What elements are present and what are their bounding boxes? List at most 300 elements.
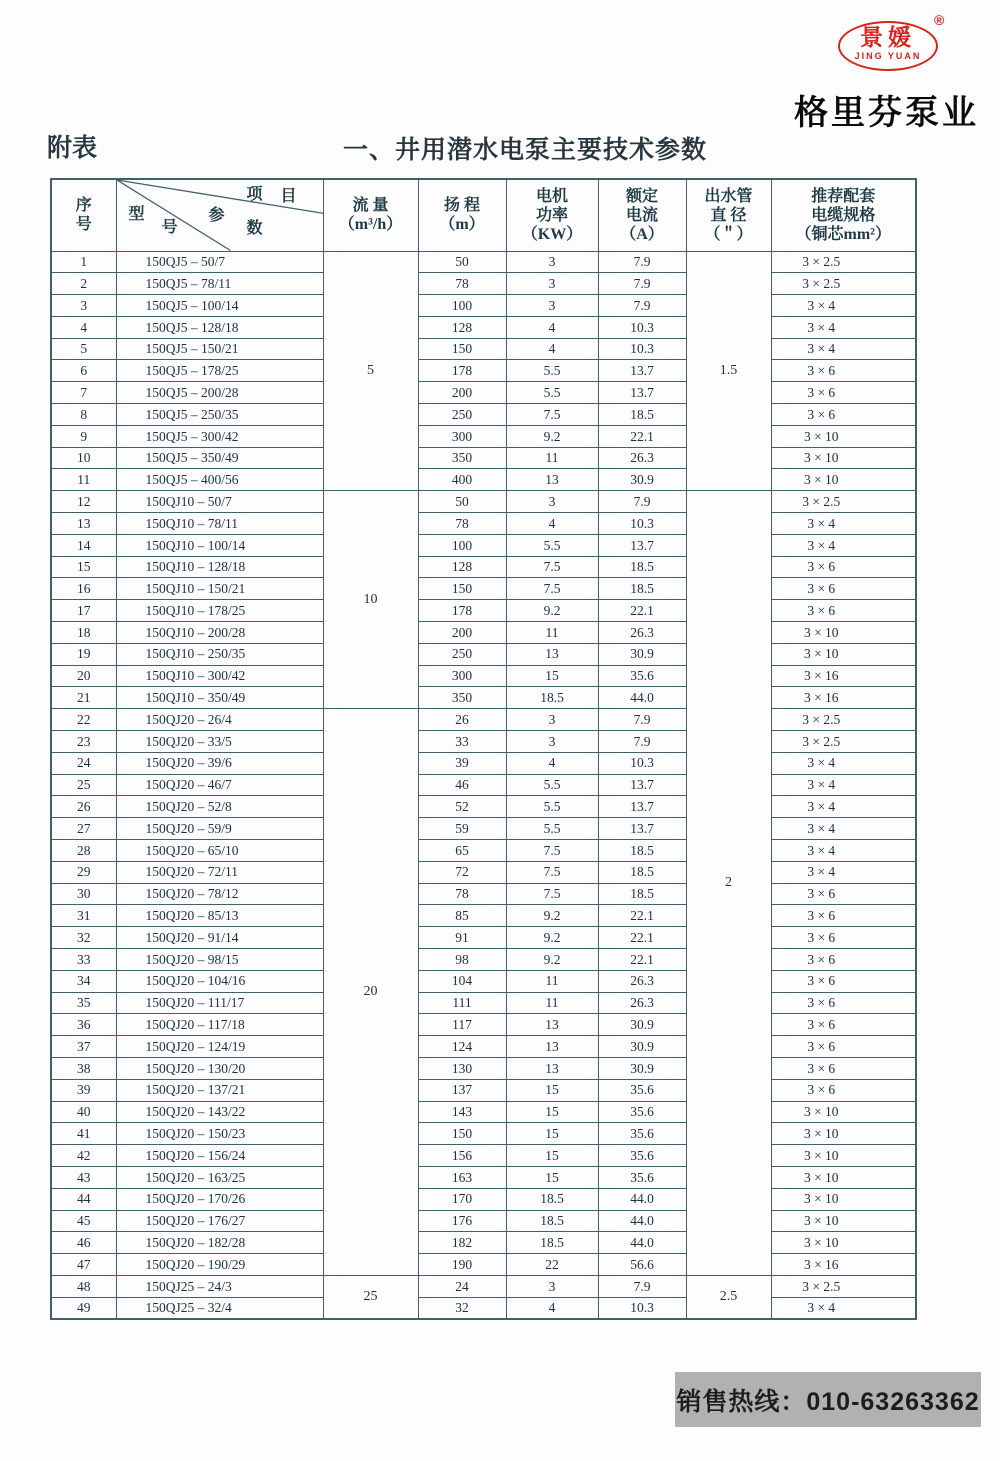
cell-current: 7.9 bbox=[598, 251, 686, 273]
cell-cable: 3 × 6 bbox=[771, 949, 916, 971]
cell-power: 7.5 bbox=[506, 578, 598, 600]
cell-model: 150QJ5 – 250/35 bbox=[116, 404, 323, 426]
cell-cable: 3 × 4 bbox=[771, 818, 916, 840]
cell-power: 11 bbox=[506, 622, 598, 644]
cell-seq: 38 bbox=[51, 1057, 116, 1079]
cell-power: 5.5 bbox=[506, 360, 598, 382]
cell-current: 22.1 bbox=[598, 905, 686, 927]
table-row bbox=[51, 338, 916, 360]
cell-current: 18.5 bbox=[598, 861, 686, 883]
cell-cable: 3 × 6 bbox=[771, 404, 916, 426]
table-row bbox=[51, 970, 916, 992]
cell-power: 7.5 bbox=[506, 861, 598, 883]
cell-cable: 3 × 6 bbox=[771, 970, 916, 992]
cell-power: 18.5 bbox=[506, 1188, 598, 1210]
cell-power: 15 bbox=[506, 1123, 598, 1145]
cell-cable: 3 × 10 bbox=[771, 1145, 916, 1167]
cell-power: 4 bbox=[506, 513, 598, 535]
cell-seq: 10 bbox=[51, 447, 116, 469]
cell-power: 5.5 bbox=[506, 382, 598, 404]
cell-model: 150QJ20 – 143/22 bbox=[116, 1101, 323, 1123]
cell-model: 150QJ20 – 182/28 bbox=[116, 1232, 323, 1254]
cell-cable: 3 × 6 bbox=[771, 1036, 916, 1058]
cell-cable: 3 × 2.5 bbox=[771, 491, 916, 513]
cell-model: 150QJ5 – 400/56 bbox=[116, 469, 323, 491]
cell-power: 3 bbox=[506, 251, 598, 273]
cell-seq: 32 bbox=[51, 927, 116, 949]
cell-seq: 39 bbox=[51, 1079, 116, 1101]
registered-trademark-icon: ® bbox=[934, 12, 945, 28]
cell-cable: 3 × 4 bbox=[771, 840, 916, 862]
cell-seq: 18 bbox=[51, 622, 116, 644]
cell-cable: 3 × 10 bbox=[771, 425, 916, 447]
table-row bbox=[51, 905, 916, 927]
cell-cable: 3 × 6 bbox=[771, 992, 916, 1014]
cell-seq: 45 bbox=[51, 1210, 116, 1232]
cell-current: 7.9 bbox=[598, 491, 686, 513]
table-row bbox=[51, 425, 916, 447]
cell-cable: 3 × 6 bbox=[771, 556, 916, 578]
cell-current: 10.3 bbox=[598, 752, 686, 774]
cell-model: 150QJ25 – 24/3 bbox=[116, 1275, 323, 1297]
cell-current: 18.5 bbox=[598, 404, 686, 426]
cell-cable: 3 × 4 bbox=[771, 861, 916, 883]
cell-current: 26.3 bbox=[598, 970, 686, 992]
cell-head: 300 bbox=[418, 425, 506, 447]
cell-head: 32 bbox=[418, 1297, 506, 1319]
cell-current: 18.5 bbox=[598, 840, 686, 862]
table-row bbox=[51, 665, 916, 687]
cell-current: 30.9 bbox=[598, 469, 686, 491]
cell-seq: 42 bbox=[51, 1145, 116, 1167]
cell-model: 150QJ25 – 32/4 bbox=[116, 1297, 323, 1319]
cell-cable: 3 × 16 bbox=[771, 1254, 916, 1276]
cell-current: 7.9 bbox=[598, 1275, 686, 1297]
cell-cable: 3 × 10 bbox=[771, 1210, 916, 1232]
cell-current: 44.0 bbox=[598, 1210, 686, 1232]
cell-head: 190 bbox=[418, 1254, 506, 1276]
cell-model: 150QJ20 – 130/20 bbox=[116, 1057, 323, 1079]
cell-power: 13 bbox=[506, 1036, 598, 1058]
cell-model: 150QJ5 – 128/18 bbox=[116, 316, 323, 338]
table-row bbox=[51, 491, 916, 513]
cell-model: 150QJ5 – 300/42 bbox=[116, 425, 323, 447]
cell-current: 30.9 bbox=[598, 1036, 686, 1058]
cell-seq: 17 bbox=[51, 600, 116, 622]
cell-seq: 13 bbox=[51, 513, 116, 535]
cell-seq: 3 bbox=[51, 295, 116, 317]
cell-model: 150QJ20 – 52/8 bbox=[116, 796, 323, 818]
table-row bbox=[51, 600, 916, 622]
cell-model: 150QJ20 – 59/9 bbox=[116, 818, 323, 840]
cell-head: 150 bbox=[418, 1123, 506, 1145]
cell-current: 35.6 bbox=[598, 665, 686, 687]
table-row bbox=[51, 752, 916, 774]
cell-cable: 3 × 6 bbox=[771, 1079, 916, 1101]
cell-model: 150QJ10 – 50/7 bbox=[116, 491, 323, 513]
cell-current: 44.0 bbox=[598, 1188, 686, 1210]
cell-head: 91 bbox=[418, 927, 506, 949]
table-row bbox=[51, 774, 916, 796]
cell-model: 150QJ20 – 26/4 bbox=[116, 709, 323, 731]
cell-cable: 3 × 16 bbox=[771, 687, 916, 709]
table-row bbox=[51, 1014, 916, 1036]
cell-head: 150 bbox=[418, 578, 506, 600]
cell-seq: 21 bbox=[51, 687, 116, 709]
table-row bbox=[51, 1275, 916, 1297]
cell-model: 150QJ20 – 156/24 bbox=[116, 1145, 323, 1167]
cell-current: 18.5 bbox=[598, 578, 686, 600]
cell-power: 3 bbox=[506, 295, 598, 317]
cell-seq: 33 bbox=[51, 949, 116, 971]
cell-head: 78 bbox=[418, 883, 506, 905]
cell-head: 33 bbox=[418, 731, 506, 753]
col-header-seq: 序 号 bbox=[51, 179, 116, 251]
cell-current: 7.9 bbox=[598, 273, 686, 295]
cell-power: 4 bbox=[506, 316, 598, 338]
cell-power: 5.5 bbox=[506, 796, 598, 818]
cell-cable: 3 × 10 bbox=[771, 469, 916, 491]
cell-model: 150QJ20 – 98/15 bbox=[116, 949, 323, 971]
cell-cable: 3 × 4 bbox=[771, 752, 916, 774]
cell-model: 150QJ20 – 85/13 bbox=[116, 905, 323, 927]
cell-cable: 3 × 2.5 bbox=[771, 1275, 916, 1297]
cell-power: 18.5 bbox=[506, 687, 598, 709]
header-row bbox=[51, 179, 916, 251]
cell-seq: 11 bbox=[51, 469, 116, 491]
cell-head: 150 bbox=[418, 338, 506, 360]
cell-power: 7.5 bbox=[506, 556, 598, 578]
cell-power: 11 bbox=[506, 992, 598, 1014]
table-row bbox=[51, 1101, 916, 1123]
cell-model: 150QJ20 – 124/19 bbox=[116, 1036, 323, 1058]
cell-head: 350 bbox=[418, 447, 506, 469]
cell-model: 150QJ20 – 163/25 bbox=[116, 1166, 323, 1188]
cell-current: 13.7 bbox=[598, 796, 686, 818]
cell-head: 250 bbox=[418, 643, 506, 665]
table-row bbox=[51, 447, 916, 469]
cell-seq: 26 bbox=[51, 796, 116, 818]
cell-model: 150QJ20 – 65/10 bbox=[116, 840, 323, 862]
cell-power: 13 bbox=[506, 1014, 598, 1036]
cell-current: 30.9 bbox=[598, 643, 686, 665]
cell-power: 15 bbox=[506, 1101, 598, 1123]
cell-outlet-merged: 2.5 bbox=[686, 1275, 771, 1319]
cell-current: 22.1 bbox=[598, 927, 686, 949]
cell-cable: 3 × 4 bbox=[771, 796, 916, 818]
cell-cable: 3 × 4 bbox=[771, 534, 916, 556]
cell-model: 150QJ10 – 250/35 bbox=[116, 643, 323, 665]
cell-seq: 14 bbox=[51, 534, 116, 556]
cell-seq: 46 bbox=[51, 1232, 116, 1254]
cell-cable: 3 × 2.5 bbox=[771, 273, 916, 295]
table-row bbox=[51, 295, 916, 317]
cell-cable: 3 × 4 bbox=[771, 295, 916, 317]
cell-seq: 47 bbox=[51, 1254, 116, 1276]
table-row bbox=[51, 556, 916, 578]
cell-seq: 23 bbox=[51, 731, 116, 753]
cell-seq: 8 bbox=[51, 404, 116, 426]
cell-head: 176 bbox=[418, 1210, 506, 1232]
cell-seq: 15 bbox=[51, 556, 116, 578]
sales-hotline-text: 销售热线：010-63263362 bbox=[676, 1387, 980, 1416]
cell-seq: 49 bbox=[51, 1297, 116, 1319]
cell-flow-merged: 20 bbox=[323, 709, 418, 1276]
table-row bbox=[51, 578, 916, 600]
cell-cable: 3 × 6 bbox=[771, 883, 916, 905]
cell-head: 350 bbox=[418, 687, 506, 709]
cell-model: 150QJ20 – 170/26 bbox=[116, 1188, 323, 1210]
table-row bbox=[51, 1254, 916, 1276]
cell-power: 13 bbox=[506, 1057, 598, 1079]
cell-model: 150QJ5 – 78/11 bbox=[116, 273, 323, 295]
cell-model: 150QJ5 – 150/21 bbox=[116, 338, 323, 360]
cell-cable: 3 × 10 bbox=[771, 1188, 916, 1210]
cell-seq: 9 bbox=[51, 425, 116, 447]
cell-model: 150QJ20 – 117/18 bbox=[116, 1014, 323, 1036]
cell-cable: 3 × 4 bbox=[771, 513, 916, 535]
cell-power: 9.2 bbox=[506, 600, 598, 622]
cell-head: 104 bbox=[418, 970, 506, 992]
table-row bbox=[51, 927, 916, 949]
table-row bbox=[51, 883, 916, 905]
cell-outlet-merged: 1.5 bbox=[686, 251, 771, 491]
cell-seq: 41 bbox=[51, 1123, 116, 1145]
cell-head: 39 bbox=[418, 752, 506, 774]
cell-current: 13.7 bbox=[598, 534, 686, 556]
cell-seq: 40 bbox=[51, 1101, 116, 1123]
cell-model: 150QJ20 – 72/11 bbox=[116, 861, 323, 883]
cell-current: 7.9 bbox=[598, 731, 686, 753]
cell-current: 10.3 bbox=[598, 1297, 686, 1319]
cell-flow-merged: 5 bbox=[323, 251, 418, 491]
table-row bbox=[51, 1210, 916, 1232]
table-row bbox=[51, 534, 916, 556]
cell-head: 163 bbox=[418, 1166, 506, 1188]
cell-seq: 29 bbox=[51, 861, 116, 883]
table-row bbox=[51, 469, 916, 491]
cell-head: 46 bbox=[418, 774, 506, 796]
cell-seq: 30 bbox=[51, 883, 116, 905]
cell-model: 150QJ20 – 104/16 bbox=[116, 970, 323, 992]
cell-head: 143 bbox=[418, 1101, 506, 1123]
cell-seq: 7 bbox=[51, 382, 116, 404]
cell-power: 9.2 bbox=[506, 927, 598, 949]
cell-cable: 3 × 10 bbox=[771, 643, 916, 665]
cell-head: 98 bbox=[418, 949, 506, 971]
cell-power: 4 bbox=[506, 338, 598, 360]
col-header-flow: 流 量 （m³/h） bbox=[323, 179, 418, 251]
cell-head: 100 bbox=[418, 295, 506, 317]
cell-cable: 3 × 10 bbox=[771, 1232, 916, 1254]
table-row bbox=[51, 1057, 916, 1079]
cell-head: 182 bbox=[418, 1232, 506, 1254]
table-row bbox=[51, 861, 916, 883]
cell-flow-merged: 10 bbox=[323, 491, 418, 709]
cell-current: 13.7 bbox=[598, 818, 686, 840]
cell-model: 150QJ20 – 46/7 bbox=[116, 774, 323, 796]
cell-head: 65 bbox=[418, 840, 506, 862]
table-row bbox=[51, 731, 916, 753]
table-row bbox=[51, 273, 916, 295]
cell-model: 150QJ20 – 78/12 bbox=[116, 883, 323, 905]
cell-model: 150QJ5 – 50/7 bbox=[116, 251, 323, 273]
cell-current: 10.3 bbox=[598, 513, 686, 535]
cell-cable: 3 × 2.5 bbox=[771, 251, 916, 273]
cell-cable: 3 × 10 bbox=[771, 1123, 916, 1145]
cell-head: 128 bbox=[418, 316, 506, 338]
cell-power: 13 bbox=[506, 469, 598, 491]
table-row bbox=[51, 360, 916, 382]
cell-head: 170 bbox=[418, 1188, 506, 1210]
cell-seq: 48 bbox=[51, 1275, 116, 1297]
cell-cable: 3 × 4 bbox=[771, 316, 916, 338]
cell-power: 9.2 bbox=[506, 905, 598, 927]
table-row bbox=[51, 1123, 916, 1145]
cell-current: 56.6 bbox=[598, 1254, 686, 1276]
cell-model: 150QJ20 – 137/21 bbox=[116, 1079, 323, 1101]
cell-cable: 3 × 2.5 bbox=[771, 709, 916, 731]
cell-power: 3 bbox=[506, 273, 598, 295]
cell-current: 30.9 bbox=[598, 1014, 686, 1036]
cell-current: 13.7 bbox=[598, 382, 686, 404]
cell-model: 150QJ20 – 190/29 bbox=[116, 1254, 323, 1276]
cell-head: 117 bbox=[418, 1014, 506, 1036]
cell-head: 50 bbox=[418, 251, 506, 273]
col-header-cable: 推荐配套 电缆规格 （铜芯mm²） bbox=[771, 179, 916, 251]
table-row bbox=[51, 709, 916, 731]
cell-current: 35.6 bbox=[598, 1166, 686, 1188]
table-row bbox=[51, 1079, 916, 1101]
cell-head: 128 bbox=[418, 556, 506, 578]
cell-current: 26.3 bbox=[598, 622, 686, 644]
brand-name-en: JING YUAN bbox=[854, 51, 922, 61]
cell-cable: 3 × 4 bbox=[771, 1297, 916, 1319]
cell-seq: 5 bbox=[51, 338, 116, 360]
cell-power: 9.2 bbox=[506, 425, 598, 447]
table-row bbox=[51, 513, 916, 535]
cell-current: 35.6 bbox=[598, 1145, 686, 1167]
cell-head: 72 bbox=[418, 861, 506, 883]
cell-head: 130 bbox=[418, 1057, 506, 1079]
cell-model: 150QJ10 – 200/28 bbox=[116, 622, 323, 644]
cell-head: 178 bbox=[418, 360, 506, 382]
cell-seq: 19 bbox=[51, 643, 116, 665]
cell-power: 9.2 bbox=[506, 949, 598, 971]
cell-cable: 3 × 6 bbox=[771, 600, 916, 622]
cell-power: 7.5 bbox=[506, 404, 598, 426]
cell-head: 300 bbox=[418, 665, 506, 687]
cell-power: 18.5 bbox=[506, 1232, 598, 1254]
cell-power: 3 bbox=[506, 709, 598, 731]
cell-outlet-merged: 2 bbox=[686, 491, 771, 1276]
cell-model: 150QJ20 – 150/23 bbox=[116, 1123, 323, 1145]
cell-power: 15 bbox=[506, 1145, 598, 1167]
cell-power: 5.5 bbox=[506, 818, 598, 840]
brand-name-cn: 景媛 bbox=[860, 24, 916, 50]
cell-power: 15 bbox=[506, 1166, 598, 1188]
page-title: 一、井用潜水电泵主要技术参数 bbox=[343, 136, 708, 164]
cell-seq: 35 bbox=[51, 992, 116, 1014]
cell-head: 200 bbox=[418, 622, 506, 644]
cell-seq: 31 bbox=[51, 905, 116, 927]
cell-model: 150QJ10 – 100/14 bbox=[116, 534, 323, 556]
cell-head: 200 bbox=[418, 382, 506, 404]
cell-seq: 2 bbox=[51, 273, 116, 295]
cell-power: 22 bbox=[506, 1254, 598, 1276]
cell-power: 5.5 bbox=[506, 774, 598, 796]
cell-current: 13.7 bbox=[598, 360, 686, 382]
cell-current: 30.9 bbox=[598, 1057, 686, 1079]
cell-seq: 12 bbox=[51, 491, 116, 513]
cell-head: 26 bbox=[418, 709, 506, 731]
cell-power: 13 bbox=[506, 643, 598, 665]
table-row bbox=[51, 622, 916, 644]
cell-current: 35.6 bbox=[598, 1079, 686, 1101]
cell-model: 150QJ20 – 176/27 bbox=[116, 1210, 323, 1232]
cell-power: 7.5 bbox=[506, 840, 598, 862]
cell-seq: 43 bbox=[51, 1166, 116, 1188]
brand-logo bbox=[838, 21, 938, 71]
table-row bbox=[51, 687, 916, 709]
cell-model: 150QJ5 – 178/25 bbox=[116, 360, 323, 382]
cell-current: 22.1 bbox=[598, 600, 686, 622]
cell-cable: 3 × 6 bbox=[771, 360, 916, 382]
cell-power: 7.5 bbox=[506, 883, 598, 905]
cell-cable: 3 × 6 bbox=[771, 1057, 916, 1079]
table-row bbox=[51, 1232, 916, 1254]
table-row bbox=[51, 949, 916, 971]
cell-seq: 20 bbox=[51, 665, 116, 687]
cell-head: 400 bbox=[418, 469, 506, 491]
cell-cable: 3 × 2.5 bbox=[771, 731, 916, 753]
cell-power: 11 bbox=[506, 970, 598, 992]
cell-model: 150QJ5 – 200/28 bbox=[116, 382, 323, 404]
table-row bbox=[51, 1188, 916, 1210]
table-row bbox=[51, 840, 916, 862]
cell-power: 3 bbox=[506, 1275, 598, 1297]
cell-seq: 24 bbox=[51, 752, 116, 774]
cell-model: 150QJ10 – 150/21 bbox=[116, 578, 323, 600]
cell-seq: 1 bbox=[51, 251, 116, 273]
cell-head: 137 bbox=[418, 1079, 506, 1101]
cell-seq: 44 bbox=[51, 1188, 116, 1210]
cell-current: 13.7 bbox=[598, 774, 686, 796]
cell-cable: 3 × 16 bbox=[771, 665, 916, 687]
cell-current: 44.0 bbox=[598, 1232, 686, 1254]
cell-power: 3 bbox=[506, 731, 598, 753]
cell-power: 18.5 bbox=[506, 1210, 598, 1232]
cell-power: 15 bbox=[506, 1079, 598, 1101]
cell-head: 78 bbox=[418, 273, 506, 295]
cell-cable: 3 × 10 bbox=[771, 447, 916, 469]
cell-model: 150QJ10 – 300/42 bbox=[116, 665, 323, 687]
cell-power: 4 bbox=[506, 1297, 598, 1319]
col-header-current: 额定 电流 （A） bbox=[598, 179, 686, 251]
cell-current: 18.5 bbox=[598, 556, 686, 578]
spec-table bbox=[50, 178, 917, 1320]
cell-head: 50 bbox=[418, 491, 506, 513]
cell-cable: 3 × 6 bbox=[771, 905, 916, 927]
table-row bbox=[51, 1297, 916, 1319]
sales-hotline-bar bbox=[675, 1372, 981, 1427]
cell-head: 59 bbox=[418, 818, 506, 840]
cell-seq: 37 bbox=[51, 1036, 116, 1058]
cell-head: 85 bbox=[418, 905, 506, 927]
table-row bbox=[51, 992, 916, 1014]
cell-head: 111 bbox=[418, 992, 506, 1014]
cell-current: 44.0 bbox=[598, 687, 686, 709]
